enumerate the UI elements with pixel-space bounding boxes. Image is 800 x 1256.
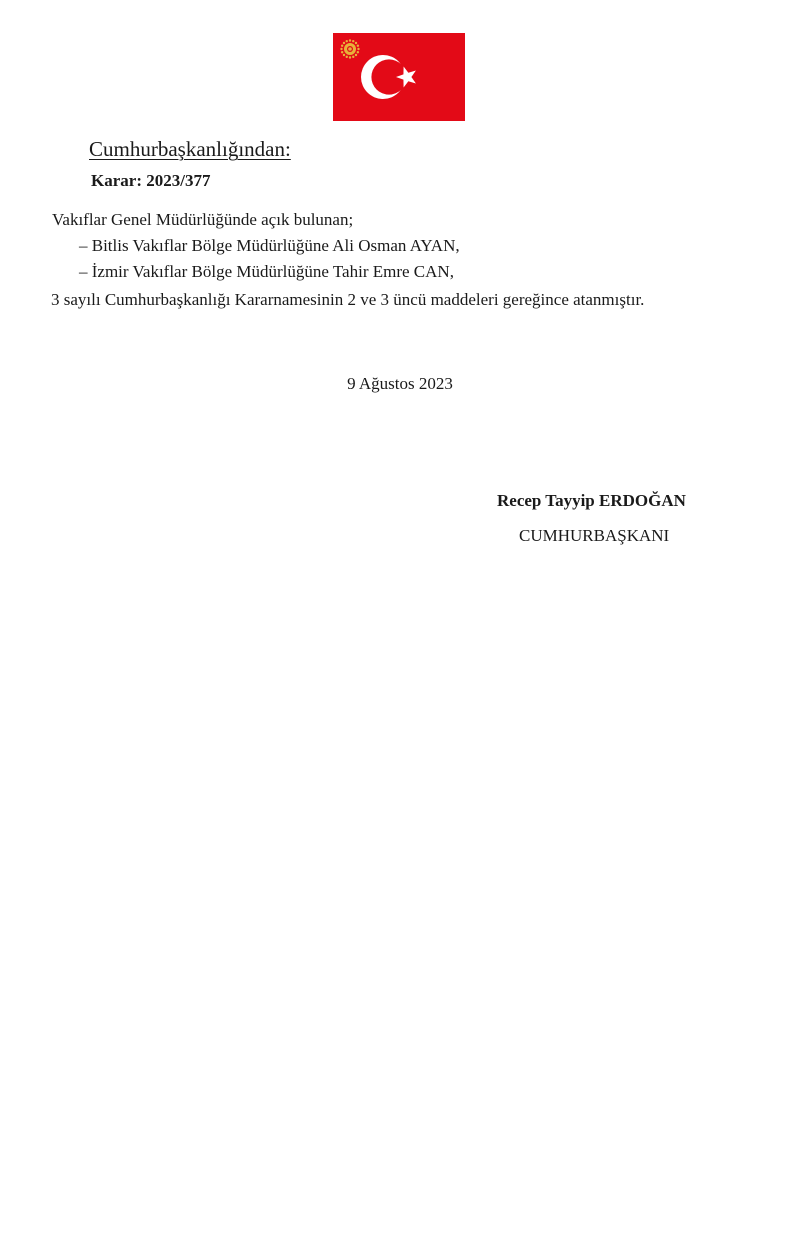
decision-number: Karar: 2023/377 (91, 171, 211, 190)
issuer-heading: Cumhurbaşkanlığından: (89, 137, 291, 161)
decision-intro: Vakıflar Genel Müdürlüğünde açık bulunan; (52, 210, 354, 229)
decision-closing: 3 sayılı Cumhurbaşkanlığı Kararnamesinin 2 ve 3 üncü maddeleri gereğince atanmıştır. (51, 290, 645, 309)
turkish-flag-emblem (333, 33, 465, 121)
signatory-name: Recep Tayyip ERDOĞAN (497, 491, 686, 510)
signatory-title: CUMHURBAŞKANI (519, 526, 670, 545)
decision-date: 9 Ağustos 2023 (347, 374, 453, 393)
appointment-item: – Bitlis Vakıflar Bölge Müdürlüğüne Ali Osman AYAN, (79, 236, 460, 255)
appointment-item: – İzmir Vakıflar Bölge Müdürlüğüne Tahir Emre CAN, (79, 262, 454, 281)
flag-icon (333, 33, 465, 121)
